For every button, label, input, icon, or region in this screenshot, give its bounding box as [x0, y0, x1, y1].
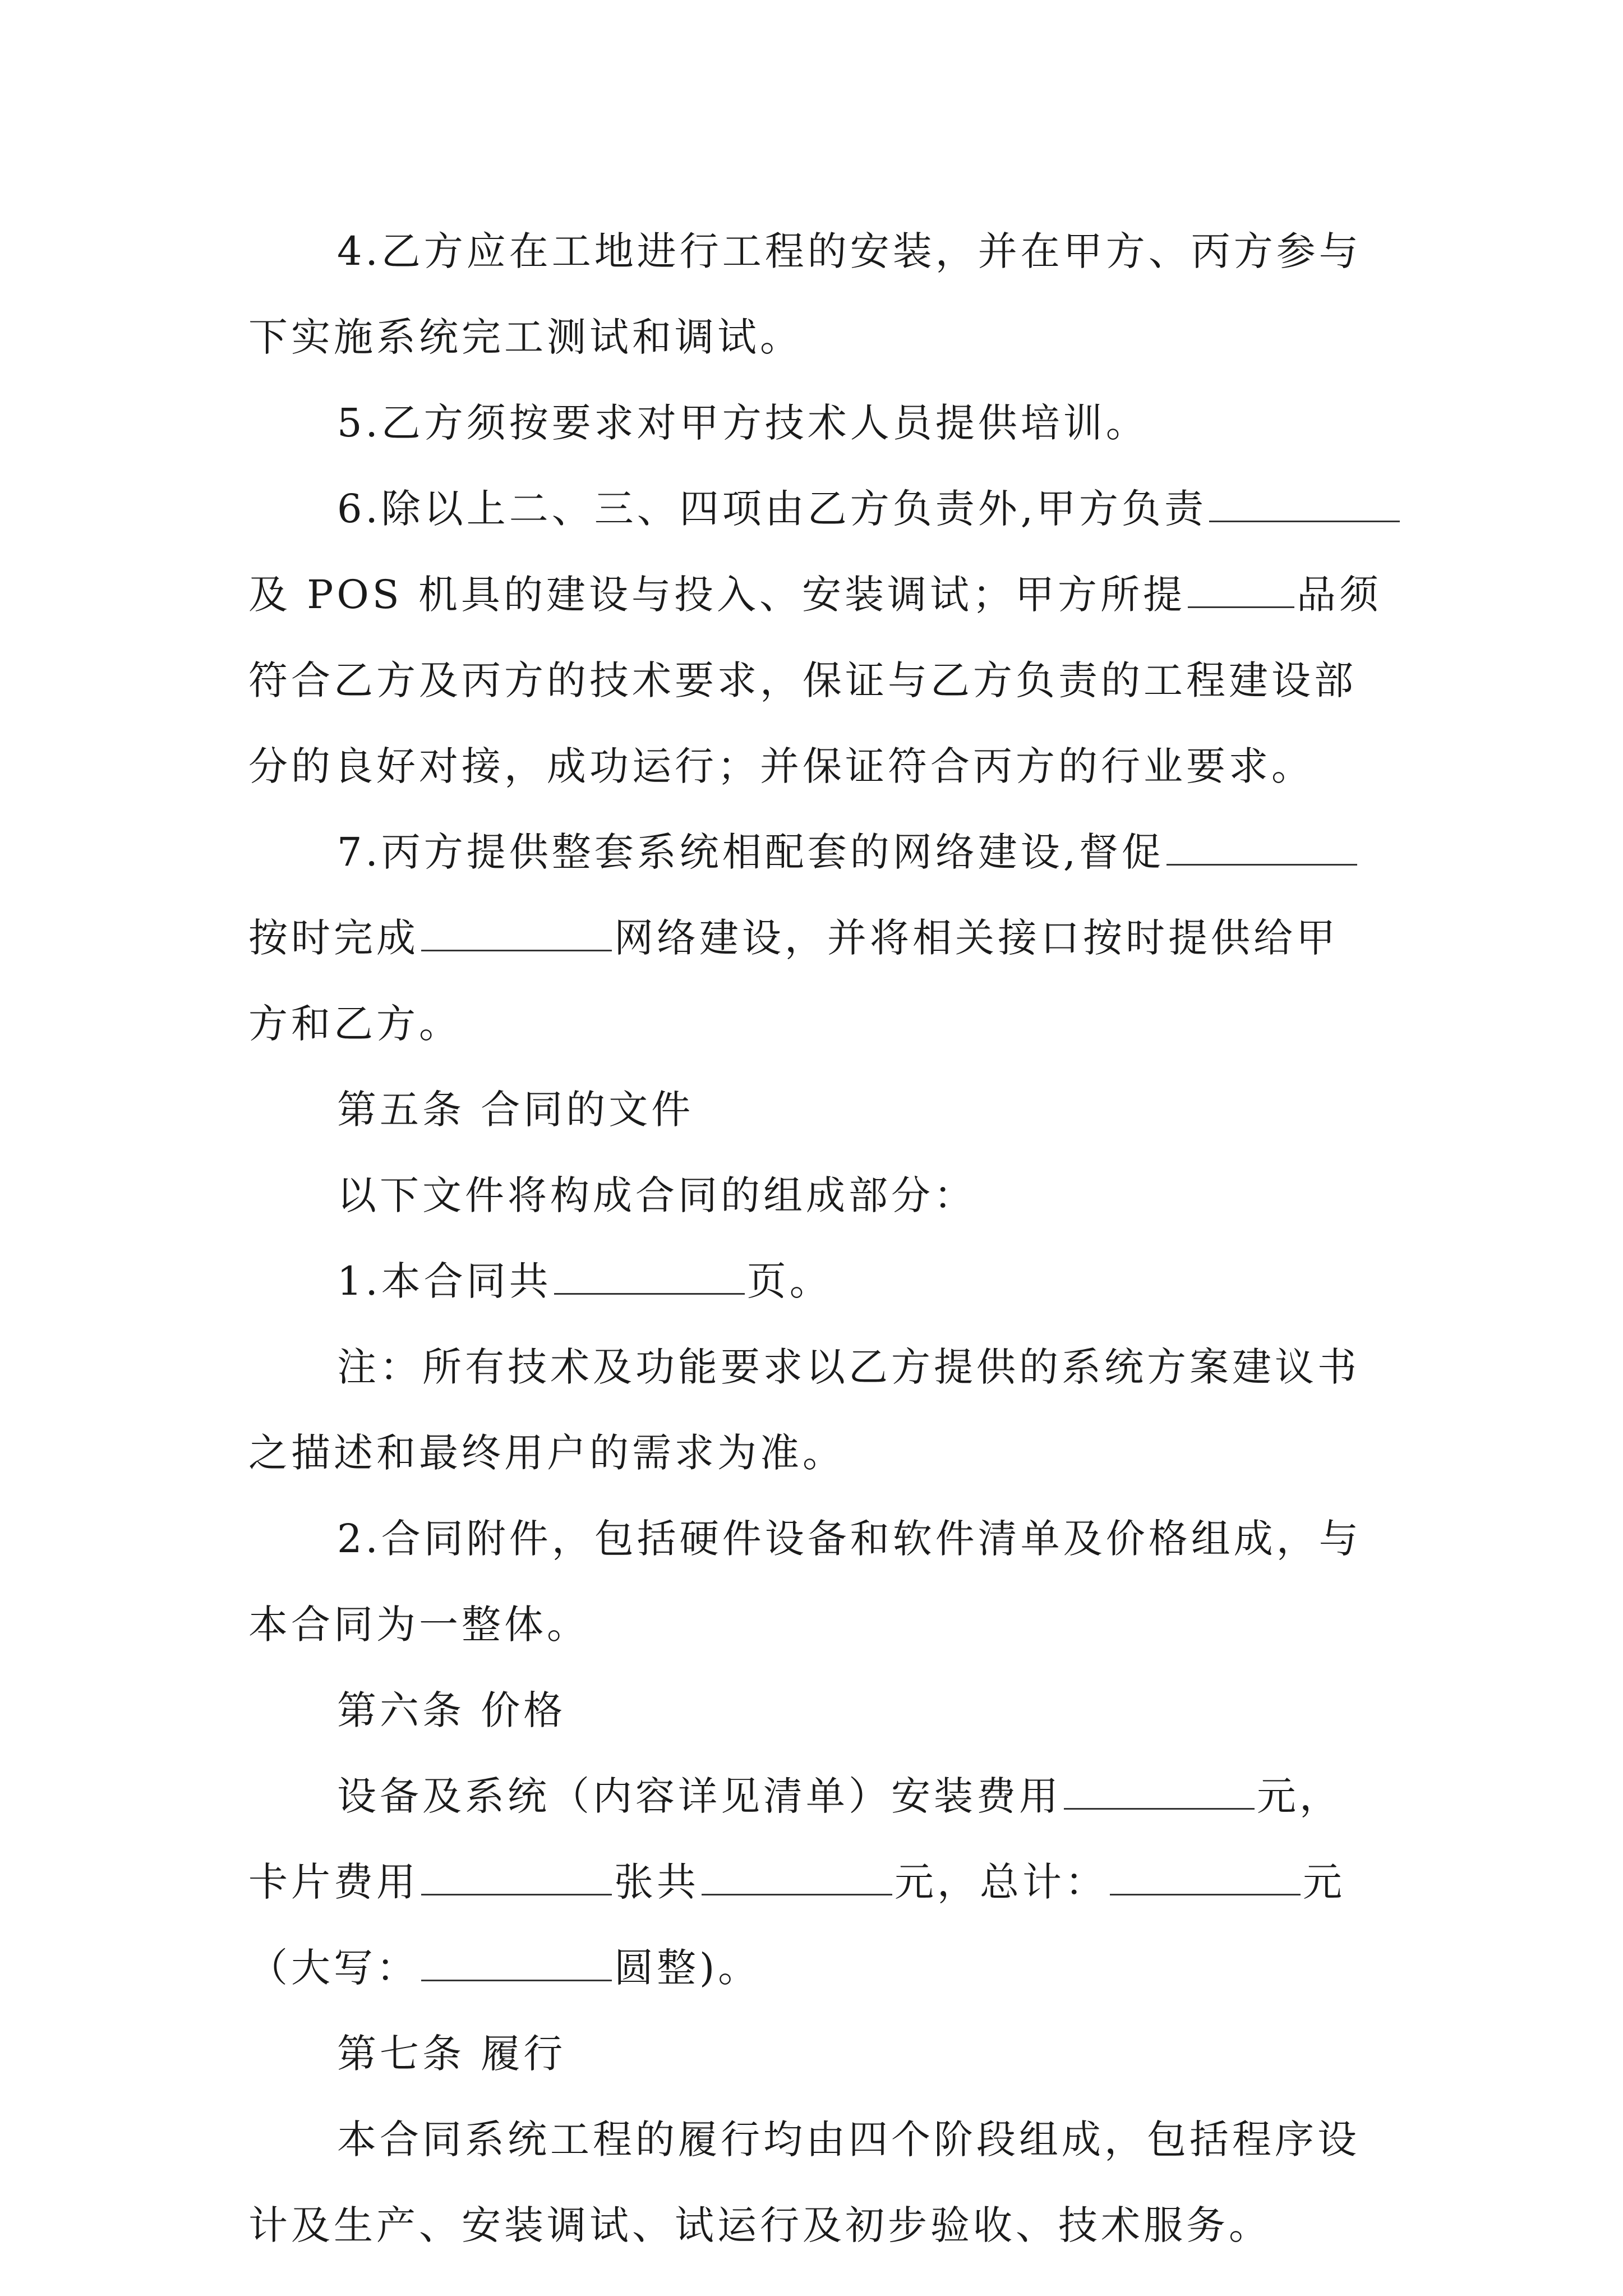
text-segment: 以下文件将构成合同的组成部分： — [337, 1172, 976, 1218]
paragraph-line — [248, 295, 1378, 380]
text-segment: 元 — [1303, 1859, 1345, 1905]
fill-in-blank[interactable] — [1188, 567, 1294, 608]
paragraph-line — [248, 2183, 1378, 2269]
paragraph-line — [248, 1582, 1378, 1668]
paragraph-line — [248, 638, 1378, 724]
text-segment: 计及生产、安装调试、试运行及初步验收、技术服务。 — [248, 2202, 1271, 2248]
text-segment: 元， — [1257, 1773, 1342, 1819]
paragraph-line — [248, 380, 1378, 466]
text-segment: 方和乙方。 — [248, 1001, 462, 1047]
text-segment: 符合乙方及丙方的技术要求，保证与乙方负责的工程建设部 — [248, 657, 1357, 703]
text-segment: 网络建设，并将相关接口按时提供给甲 — [614, 915, 1339, 961]
text-segment: 页。 — [746, 1258, 832, 1304]
text-segment: 6.除以上二、三、四项由乙方负责外,甲方负责 — [337, 486, 1207, 532]
paragraph-line — [248, 2097, 1378, 2183]
text-segment: 2.合同附件，包括硬件设备和软件清单及价格组成，与 — [337, 1516, 1362, 1562]
paragraph-line — [248, 1496, 1378, 1582]
text-segment: 卡片费用 — [248, 1859, 419, 1905]
text-segment: 4.乙方应在工地进行工程的安装，并在甲方、丙方参与 — [337, 228, 1362, 274]
text-segment: 本合同系统工程的履行均由四个阶段组成，包括程序设 — [337, 2116, 1360, 2162]
fill-in-blank[interactable] — [421, 1940, 612, 1981]
text-segment: 5.乙方须按要求对甲方技术人员提供培训。 — [337, 400, 1149, 446]
section-heading — [248, 1067, 1378, 1153]
fill-in-blank[interactable] — [1209, 481, 1400, 522]
fill-in-blank[interactable] — [1110, 1855, 1301, 1895]
fill-in-blank[interactable] — [1166, 825, 1357, 866]
heading-text: 第七条 履行 — [337, 2031, 566, 2077]
fill-in-blank[interactable] — [1064, 1769, 1255, 1810]
paragraph-line — [248, 552, 1382, 638]
text-segment: 之描述和最终用户的需求为准。 — [248, 1430, 845, 1476]
paragraph-line — [248, 895, 1378, 981]
text-segment: 设备及系统（内容详见清单）安装费用 — [337, 1773, 1062, 1819]
paragraph-line — [248, 1839, 1378, 1925]
paragraph-line — [248, 1239, 1378, 1324]
paragraph-line — [248, 209, 1378, 295]
section-heading — [248, 1668, 1378, 1754]
section-heading — [248, 2011, 1378, 2097]
paragraph-line — [248, 724, 1378, 809]
text-segment: 1.本合同共 — [337, 1258, 552, 1304]
paragraph-line — [248, 1925, 1378, 2011]
fill-in-blank[interactable] — [554, 1254, 745, 1295]
fill-in-blank[interactable] — [702, 1855, 892, 1895]
text-segment: 下实施系统完工测试和调试。 — [248, 314, 803, 360]
text-segment: 张共 — [614, 1859, 699, 1905]
paragraph-line — [248, 981, 1378, 1067]
text-segment: 及 POS 机具的建设与投入、安装调试；甲方所提 — [248, 572, 1186, 618]
paragraph-line — [248, 1754, 1378, 1839]
fill-in-blank[interactable] — [421, 910, 612, 951]
text-segment: 品须 — [1296, 572, 1382, 618]
heading-text: 第五条 合同的文件 — [337, 1087, 694, 1133]
text-segment: 本合同为一整体。 — [248, 1602, 589, 1648]
text-segment: 圆整)。 — [614, 1945, 761, 1991]
heading-text: 第六条 价格 — [337, 1687, 566, 1733]
document-body — [248, 209, 1382, 2269]
text-segment: （大写： — [248, 1945, 419, 1991]
text-segment: 元，总计： — [895, 1859, 1108, 1905]
paragraph-line — [248, 466, 1378, 552]
text-segment: 分的良好对接，成功运行；并保证符合丙方的行业要求。 — [248, 743, 1314, 789]
fill-in-blank[interactable] — [421, 1855, 612, 1895]
paragraph-line — [248, 1410, 1378, 1496]
text-segment: 按时完成 — [248, 915, 419, 961]
text-segment: 注：所有技术及功能要求以乙方提供的系统方案建议书 — [337, 1344, 1360, 1390]
paragraph-line — [248, 1324, 1378, 1410]
text-segment: 7.丙方提供整套系统相配套的网络建设,督促 — [337, 829, 1165, 875]
paragraph-line — [248, 809, 1378, 895]
paragraph-line — [248, 1153, 1378, 1239]
